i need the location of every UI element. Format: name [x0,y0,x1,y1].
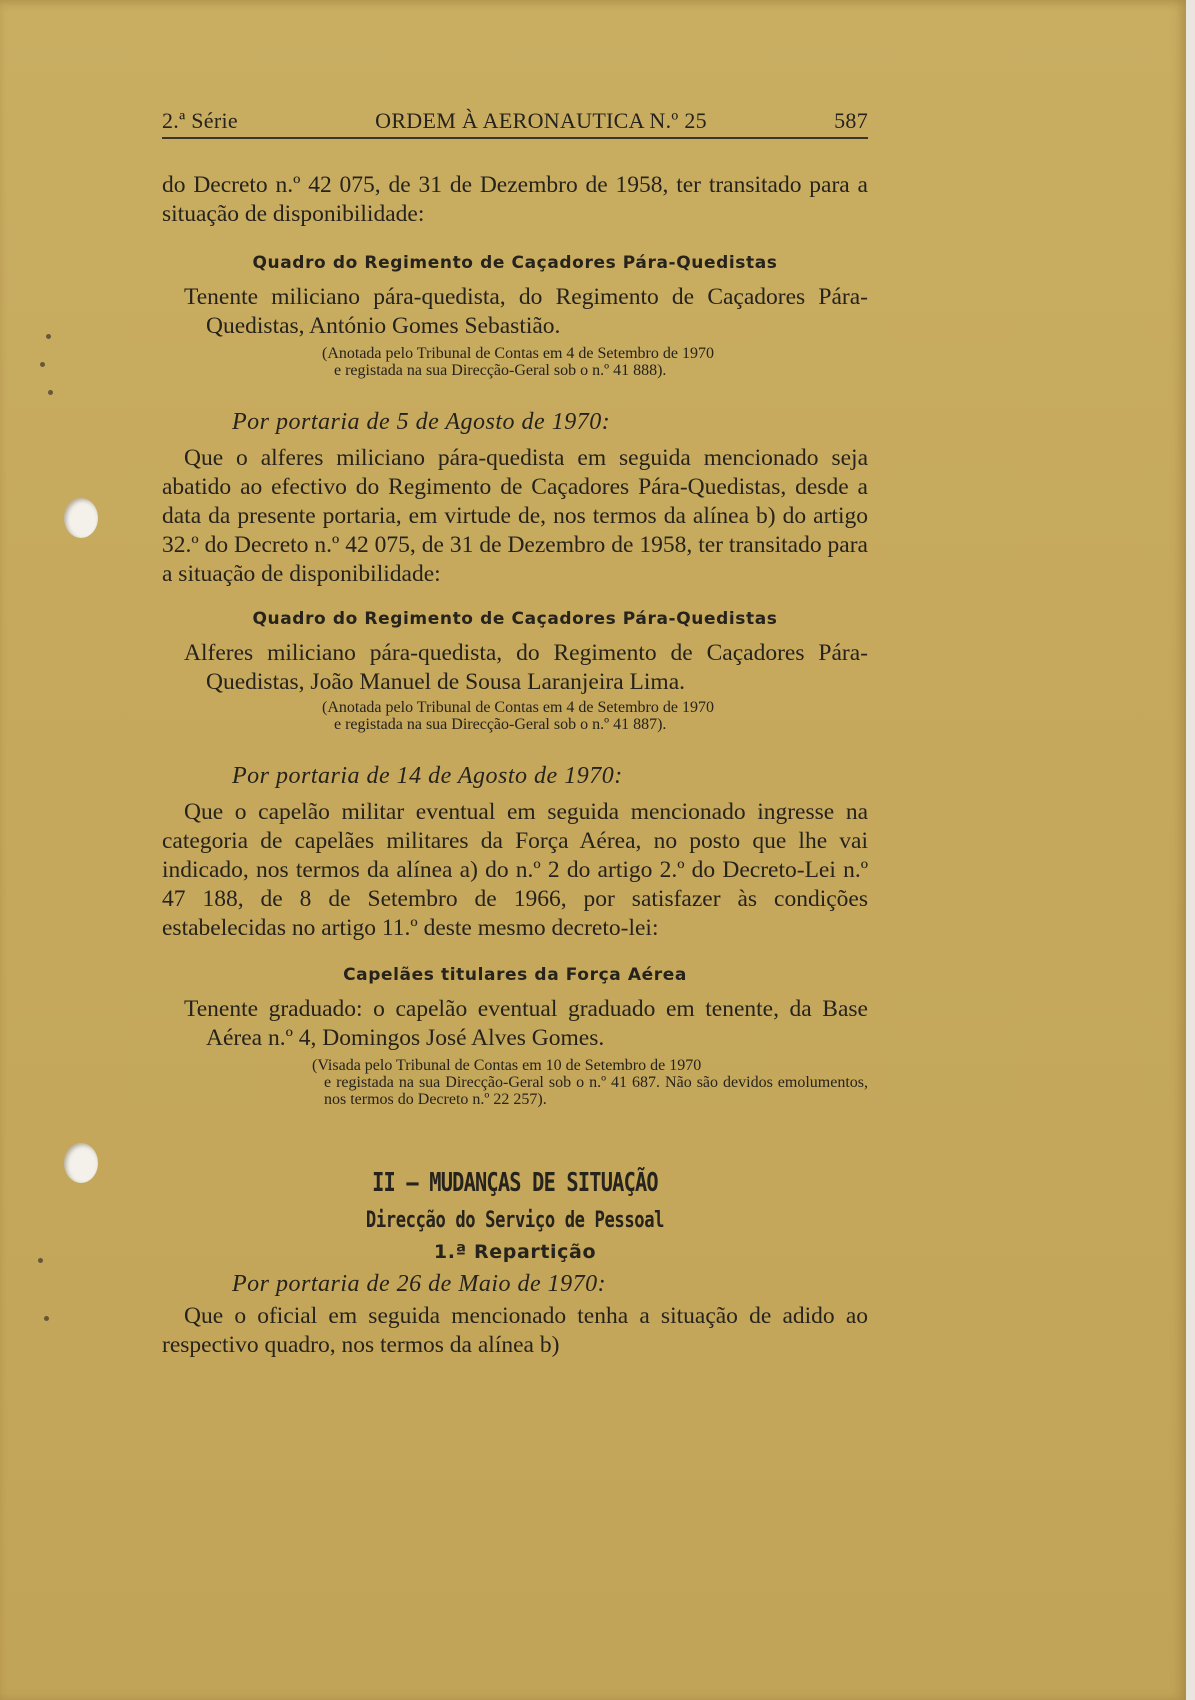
section-title-1: Quadro do Regimento de Caçadores Pára-Quedistas [252,253,778,273]
paragraph-2: Que o alferes miliciano pára-quedista em seguida mencionado seja abatido ao efectivo do Regimento de Caçadores Pára-Quedistas, desde a data da presente portaria, em virtude de, nos termos da alínea b) do artigo 32.º do Decreto n.º 42 075, de 31 de Dezembro de 1958, ter transitado para a situação de disponibilidade: [162,445,868,587]
note-1-line1: (Anotada pelo Tribunal de Contas em 4 de Setembro de 1970 [322,345,714,362]
chapter-subtitle-2: 1.ª Repartição [433,1241,597,1263]
decree-2: Por portaria de 5 de Agosto de 1970: [232,409,611,435]
speck [48,390,53,395]
section-title-2: Quadro do Regimento de Caçadores Pára-Quedistas [252,609,778,629]
page-header [162,108,868,139]
paragraph-4: Que o oficial em seguida mencionado tenha a situação de adido ao respectivo quadro, nos termos da alínea b) [162,1303,868,1358]
decree-4: Por portaria de 26 de Maio de 1970: [232,1271,607,1297]
entry-1: Tenente miliciano pára-quedista, do Regimento de Caçadores Pára-Quedistas, António Gomes Sebastião. [184,284,868,339]
entry-2: Alferes miliciano pára-quedista, do Regimento de Caçadores Pára-Quedistas, João Manuel de Sousa Laranjeira Lima. [184,640,868,695]
background-strip [1186,0,1195,1700]
header-serie: 2.ª Série [162,108,238,133]
chapter-subtitle: Direcção do Serviço de Pessoal [365,1208,665,1233]
decree-3: Por portaria de 14 de Agosto de 1970: [232,763,623,789]
page-content [162,108,868,1360]
speck [46,334,51,339]
note-1 [162,345,868,379]
punch-hole-bottom [64,1143,98,1183]
section-title-3: Capelães titulares da Força Aérea [343,965,687,985]
intro-paragraph: do Decreto n.º 42 075, de 31 de Dezembro de 1958, ter transitado para a situação de disponibilidade: [162,172,868,227]
note-3-line2: e registada na sua Direcção-Geral sob o n.º 41 687. Não são devidos emolumentos, nos termos do Decreto n.º 22 257). [324,1074,868,1108]
punch-hole-top [64,498,98,538]
note-3 [162,1057,868,1108]
note-1-line2: e registada na sua Direcção-Geral sob o n.º 41 888). [334,362,667,379]
entry-3: Tenente graduado: o capelão eventual graduado em tenente, da Base Aérea n.º 4, Domingos José Alves Gomes. [184,996,868,1051]
header-title: ORDEM À AERONAUTICA N.º 25 [375,108,707,133]
speck [40,362,45,367]
note-2 [162,699,868,733]
note-2-line2: e registada na sua Direcção-Geral sob o n.º 41 887). [334,716,667,733]
note-3-line1: (Visada pelo Tribunal de Contas em 10 de Setembro de 1970 [312,1057,702,1074]
speck [38,1258,43,1263]
paragraph-3: Que o capelão militar eventual em seguida mencionado ingresse na categoria de capelães militares da Força Aérea, no posto que lhe vai indicado, nos termos da alínea a) do n.º 2 do artigo 2.º do Decreto-Lei n.º 47 188, de 8 de Setembro de 1966, por satisfazer às condições estabelecidas no artigo 11.º deste mesmo decreto-lei: [162,799,868,941]
header-page-number: 587 [834,108,868,133]
chapter-title: II — MUDANÇAS DE SITUAÇÃO [372,1168,658,1198]
speck [44,1316,49,1321]
note-2-line1: (Anotada pelo Tribunal de Contas em 4 de Setembro de 1970 [322,699,714,716]
